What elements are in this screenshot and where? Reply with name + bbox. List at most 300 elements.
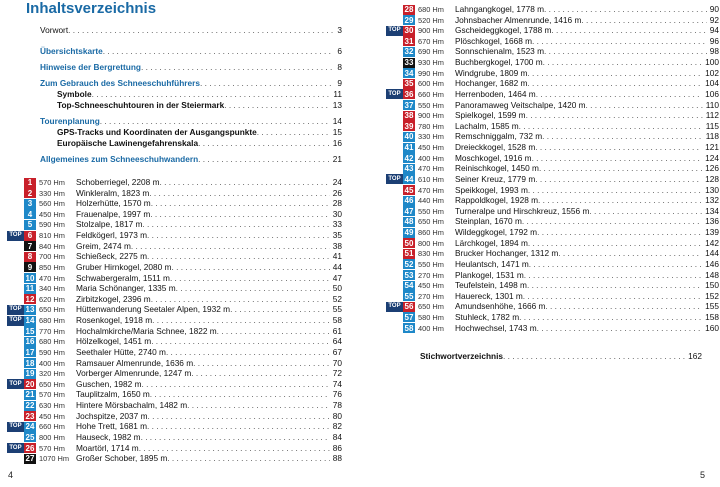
tour-page: 38 <box>332 240 342 251</box>
tour-number-badge: 56 <box>404 302 414 312</box>
tour-entry[interactable] <box>7 336 342 347</box>
top-badge <box>7 178 24 188</box>
tour-page: 47 <box>332 272 342 283</box>
leader-dots <box>526 110 703 121</box>
tour-name: Moschkogel, 1916 m <box>455 152 532 163</box>
tour-number-badge: 37 <box>404 100 414 110</box>
tour-entry[interactable] <box>386 195 719 206</box>
top-badge <box>7 220 24 230</box>
tour-entry[interactable] <box>386 57 719 68</box>
leader-dots <box>152 315 330 326</box>
tour-name: Rappoldkogel, 1928 m <box>455 195 539 206</box>
tour-entry[interactable] <box>7 304 342 315</box>
tour-number-badge: 30 <box>404 26 414 36</box>
leader-dots <box>217 326 330 337</box>
elevation-gain: 560 Hm <box>39 199 65 209</box>
toc-entry[interactable] <box>57 100 342 111</box>
tour-entry[interactable] <box>7 283 342 294</box>
tour-entry[interactable] <box>7 198 342 209</box>
top-badge: TOP <box>7 379 24 389</box>
tour-entry[interactable] <box>386 15 719 26</box>
leader-dots <box>545 301 702 312</box>
toc-label: Zum Gebrauch des Schneeschuhführers <box>40 78 200 88</box>
toc-page: 8 <box>337 62 342 72</box>
tour-number-badge: 4 <box>24 209 36 219</box>
tour-entry[interactable] <box>7 219 342 230</box>
tour-entry[interactable] <box>7 432 342 443</box>
tour-entry[interactable] <box>386 206 719 217</box>
toc-label: Vorwort <box>40 25 69 35</box>
leader-dots <box>147 421 330 432</box>
tour-entry[interactable] <box>7 273 342 284</box>
leader-dots <box>544 46 707 57</box>
top-badge <box>386 249 403 259</box>
tour-entry[interactable] <box>386 238 719 249</box>
tour-name: Dreieckkogel, 1528 m <box>455 142 536 153</box>
leader-dots <box>149 188 329 199</box>
elevation-gain: 590 Hm <box>39 220 65 230</box>
top-badge <box>386 164 403 174</box>
tour-entry[interactable] <box>7 241 342 252</box>
tour-number-badge: 25 <box>25 432 35 442</box>
elevation-gain: 400 Hm <box>418 323 444 333</box>
tour-number-badge: 12 <box>25 294 35 304</box>
tour-entry[interactable] <box>7 347 342 358</box>
tour-entry[interactable] <box>386 131 719 142</box>
tour-number-badge: 17 <box>25 347 35 357</box>
tour-entry[interactable] <box>7 209 342 220</box>
tour-entry[interactable] <box>386 4 719 15</box>
top-badge <box>7 454 24 464</box>
tour-number-badge: 50 <box>404 238 414 248</box>
tour-number-badge: 43 <box>404 164 414 174</box>
tour-entry[interactable] <box>386 142 719 153</box>
toc-entry[interactable] <box>57 89 342 100</box>
toc-entry[interactable] <box>40 25 342 36</box>
tour-number-badge: 15 <box>25 326 35 336</box>
leader-dots <box>100 116 330 127</box>
toc-page: 9 <box>337 78 342 88</box>
tour-entry[interactable] <box>7 368 342 379</box>
leader-dots <box>142 379 330 390</box>
elevation-gain: 470 Hm <box>418 164 444 174</box>
toc-page: 21 <box>332 154 342 164</box>
index-label: Stichwortverzeichnis <box>420 351 503 361</box>
top-badge <box>7 273 24 283</box>
elevation-gain: 550 Hm <box>418 259 444 269</box>
leader-dots <box>166 347 330 358</box>
tour-entry[interactable] <box>7 400 342 411</box>
tour-number-badge: 49 <box>404 228 414 238</box>
elevation-gain: 650 Hm <box>39 305 65 315</box>
elevation-gain: 570 Hm <box>39 443 65 453</box>
top-badge <box>386 68 403 78</box>
tour-number-badge: 58 <box>404 323 414 333</box>
tour-name: Hüttenwanderung Seetaler Alpen, 1932 m <box>76 304 231 315</box>
leader-dots <box>503 351 685 362</box>
elevation-gain: 470 Hm <box>39 273 65 283</box>
tour-entry[interactable] <box>7 421 342 432</box>
tour-number-badge: 5 <box>24 220 36 230</box>
tour-name: Vorberger Almenrunde, 1247 m <box>76 368 192 379</box>
leader-dots <box>139 443 330 454</box>
page-number-left: 4 <box>8 470 14 480</box>
top-badge <box>386 132 403 142</box>
leader-dots <box>171 262 329 273</box>
top-badge: TOP <box>7 443 24 453</box>
top-badge <box>386 228 403 238</box>
leader-dots <box>147 411 329 422</box>
elevation-gain: 610 Hm <box>418 174 444 184</box>
leader-dots <box>141 62 334 73</box>
tour-page: 84 <box>332 431 342 442</box>
tour-page: 134 <box>705 205 719 216</box>
tour-page: 121 <box>705 142 719 153</box>
tour-number-badge: 35 <box>404 79 414 89</box>
tour-name: Turneralpe und Hirschkreuz, 1556 m <box>455 205 590 216</box>
top-badge <box>386 100 403 110</box>
tour-page: 78 <box>332 400 342 411</box>
tour-entry[interactable] <box>386 100 719 111</box>
tour-number-badge: 24 <box>25 422 35 432</box>
tour-number-badge: 45 <box>404 185 414 195</box>
tour-name: Wildeggkogel, 1792 m <box>455 227 538 238</box>
tour-name: Buchbergkogel, 1700 m <box>455 57 543 68</box>
tour-page: 52 <box>332 293 342 304</box>
tour-page: 142 <box>705 237 719 248</box>
leader-dots <box>176 283 330 294</box>
tour-entry[interactable] <box>386 174 719 185</box>
tour-page: 24 <box>332 177 342 187</box>
leader-dots <box>257 127 330 138</box>
tour-name: Gruber Hirnkogel, 2080 m <box>76 261 172 272</box>
toc-entry[interactable] <box>40 116 342 127</box>
tour-name: Schwabergeralm, 1511 m <box>76 272 170 283</box>
tour-number-badge: 53 <box>404 270 414 280</box>
elevation-gain: 570 Hm <box>39 390 65 400</box>
tour-page: 152 <box>705 290 719 301</box>
tour-entry[interactable] <box>386 36 719 47</box>
tour-name: Lachalm, 1585 m <box>455 120 519 131</box>
tour-name: Windgrube, 1809 m <box>455 67 528 78</box>
tour-page: 130 <box>705 184 719 195</box>
leader-dots <box>224 100 330 111</box>
top-badge <box>7 337 24 347</box>
tour-number-badge: 54 <box>404 281 414 291</box>
elevation-gain: 850 Hm <box>39 262 65 272</box>
tour-entry[interactable] <box>7 188 342 199</box>
tour-number-badge: 44 <box>404 174 414 184</box>
elevation-gain: 650 Hm <box>418 302 444 312</box>
top-badge <box>386 5 403 15</box>
leader-dots <box>586 100 703 111</box>
elevation-gain: 990 Hm <box>418 68 444 78</box>
toc-entry[interactable] <box>40 46 342 57</box>
tour-entry[interactable] <box>386 163 719 174</box>
tour-entry[interactable] <box>386 291 719 302</box>
tour-page: 88 <box>332 453 342 464</box>
tour-page: 61 <box>332 325 342 336</box>
elevation-gain: 570 Hm <box>39 178 65 187</box>
top-badge: TOP <box>386 89 403 99</box>
tour-number-badge: 34 <box>404 68 414 78</box>
tour-entry[interactable] <box>7 379 342 390</box>
tour-entry[interactable] <box>386 78 719 89</box>
tour-page: 126 <box>705 163 719 174</box>
tour-name: Hauereck, 1301 m <box>455 290 523 301</box>
tour-entry[interactable] <box>7 251 342 262</box>
elevation-gain: 650 Hm <box>39 379 65 389</box>
tour-entry[interactable] <box>386 323 719 334</box>
tour-number-badge: 22 <box>25 401 35 411</box>
tour-name: Ramsauer Almenrunde, 1636 m <box>76 357 194 368</box>
tour-entry[interactable] <box>386 216 719 227</box>
elevation-gain: 770 Hm <box>39 326 65 336</box>
tour-page: 150 <box>705 280 719 291</box>
tour-name: Brucker Hochanger, 1312 m <box>455 248 559 259</box>
tour-page: 96 <box>709 35 719 46</box>
elevation-gain: 320 Hm <box>39 369 65 379</box>
top-badge <box>386 270 403 280</box>
tour-page: 158 <box>705 311 719 322</box>
tour-name: Schoberriegel, 2208 m <box>76 177 160 187</box>
tour-entry[interactable] <box>386 185 719 196</box>
tour-number-badge: 18 <box>25 358 35 368</box>
elevation-gain: 270 Hm <box>418 270 444 280</box>
tour-number-badge: 8 <box>24 252 36 262</box>
tour-number-badge: 32 <box>404 47 414 57</box>
tour-entry[interactable] <box>386 68 719 79</box>
tour-number-badge: 39 <box>404 121 414 131</box>
tour-name: Hauseck, 1982 m <box>76 431 141 442</box>
elevation-gain: 660 Hm <box>418 89 444 99</box>
tour-name: Rosenkogel, 1918 m <box>76 315 153 326</box>
leader-dots <box>523 291 702 302</box>
elevation-gain: 580 Hm <box>418 312 444 322</box>
tour-page: 106 <box>705 88 719 99</box>
elevation-gain: 680 Hm <box>418 5 444 14</box>
elevation-gain: 1070 Hm <box>39 454 69 464</box>
elevation-gain: 650 Hm <box>418 217 444 227</box>
tour-entry[interactable] <box>386 89 719 100</box>
top-badge <box>386 217 403 227</box>
tour-number-badge: 6 <box>24 231 36 241</box>
top-badge: TOP <box>7 231 24 241</box>
elevation-gain: 450 Hm <box>418 143 444 153</box>
elevation-gain: 620 Hm <box>39 294 65 304</box>
tour-number-badge: 51 <box>404 249 414 259</box>
tour-name: Heulantsch, 1471 m <box>455 258 529 269</box>
top-badge <box>7 252 24 262</box>
tour-entry[interactable] <box>386 248 719 259</box>
elevation-gain: 630 Hm <box>39 401 65 411</box>
top-badge <box>7 369 24 379</box>
tour-name: Feldkögerl, 1973 m <box>76 230 148 241</box>
tour-name: Seethaler Hütte, 2740 m <box>76 346 166 357</box>
index-entry[interactable] <box>420 351 702 362</box>
leader-dots <box>193 358 330 369</box>
tour-page: 144 <box>705 248 719 259</box>
tour-page: 136 <box>705 216 719 227</box>
tour-name: Winkleralm, 1823 m <box>76 187 150 198</box>
top-badge <box>7 294 24 304</box>
tour-name: Teufelstein, 1498 m <box>455 280 527 291</box>
tour-entry[interactable] <box>386 46 719 57</box>
elevation-gain: 520 Hm <box>418 15 444 25</box>
tour-page: 35 <box>332 230 342 241</box>
tour-name: Hochalmkirche/Maria Schnee, 1822 m <box>76 325 217 336</box>
elevation-gain: 330 Hm <box>39 188 65 198</box>
tour-entry[interactable] <box>386 259 719 270</box>
tour-page: 82 <box>332 421 342 432</box>
tour-entry[interactable] <box>386 270 719 281</box>
tour-name: Amundsenhöhe, 1666 m <box>455 301 546 312</box>
index-page: 162 <box>688 351 702 361</box>
tour-entry[interactable] <box>7 315 342 326</box>
leader-dots <box>528 185 702 196</box>
tour-entry[interactable] <box>7 389 342 400</box>
toc-entry[interactable] <box>40 78 342 89</box>
toc-entry[interactable] <box>40 154 342 165</box>
tour-number-badge: 55 <box>404 291 414 301</box>
top-badge <box>386 281 403 291</box>
top-badge: TOP <box>386 26 403 36</box>
elevation-gain: 830 Hm <box>418 249 444 259</box>
tour-number-badge: 9 <box>24 262 36 272</box>
toc-label: Hinweise der Bergrettung <box>40 62 141 72</box>
toc-label: Top-Schneeschuhtouren in der Steiermark <box>57 100 225 110</box>
tour-entry[interactable] <box>7 294 342 305</box>
toc-entry[interactable] <box>57 127 342 138</box>
tour-entry[interactable] <box>386 280 719 291</box>
tour-number-badge: 47 <box>404 206 414 216</box>
tour-number-badge: 40 <box>404 132 414 142</box>
tour-page: 64 <box>332 336 342 347</box>
top-badge <box>386 323 403 333</box>
elevation-gain: 670 Hm <box>418 36 444 46</box>
tour-page: 118 <box>705 131 719 142</box>
tour-name: Jochspitze, 2037 m <box>76 410 148 421</box>
top-badge <box>386 185 403 195</box>
page-title: Inhaltsverzeichnis <box>26 0 157 17</box>
elevation-gain: 450 Hm <box>39 411 65 421</box>
tour-entry[interactable] <box>7 326 342 337</box>
tour-entry[interactable] <box>7 177 342 188</box>
tour-entry[interactable] <box>7 443 342 454</box>
top-badge <box>386 47 403 57</box>
elevation-gain: 680 Hm <box>39 316 65 326</box>
tour-name: Moartörl, 1714 m <box>76 442 139 453</box>
tour-page: 124 <box>705 152 719 163</box>
toc-entry[interactable] <box>57 138 342 149</box>
tour-page: 76 <box>332 389 342 400</box>
tour-number-badge: 1 <box>24 178 36 188</box>
leader-dots <box>522 216 702 227</box>
tour-entry[interactable] <box>386 227 719 238</box>
tour-page: 30 <box>332 208 342 219</box>
leader-dots <box>542 131 703 142</box>
leader-dots <box>103 46 335 57</box>
tour-name: Sonnschienalm, 1523 m <box>455 46 545 57</box>
leader-dots <box>147 230 330 241</box>
toc-page: 13 <box>332 100 342 110</box>
tour-entry[interactable] <box>386 110 719 121</box>
tour-name: Frauenalpe, 1997 m <box>76 208 151 219</box>
elevation-gain: 400 Hm <box>39 358 65 368</box>
top-badge <box>7 326 24 336</box>
top-badge <box>7 284 24 294</box>
tour-entry[interactable] <box>386 25 719 36</box>
tour-name: Panoramaweg Veitschalpe, 1420 m <box>455 99 586 110</box>
leader-dots <box>539 163 702 174</box>
leader-dots <box>536 89 702 100</box>
tour-entry[interactable] <box>7 411 342 422</box>
top-badge <box>386 206 403 216</box>
tour-page: 104 <box>705 78 719 89</box>
tour-name: Seiner Kreuz, 1779 m <box>455 173 536 184</box>
toc-label: Europäische Lawinengefahrenskala <box>57 138 199 148</box>
tour-entry[interactable] <box>7 358 342 369</box>
tour-page: 160 <box>705 322 719 333</box>
elevation-gain: 900 Hm <box>418 111 444 121</box>
tour-name: Tauplitzalm, 1650 m <box>76 389 150 400</box>
tour-entry[interactable] <box>7 230 342 241</box>
tour-number-badge: 11 <box>25 284 35 294</box>
tour-entry[interactable] <box>7 262 342 273</box>
tour-name: Schießeck, 2275 m <box>76 251 148 262</box>
leader-dots <box>529 259 702 270</box>
top-badge: TOP <box>7 316 24 326</box>
tour-name: Plankogel, 1531 m <box>455 269 524 280</box>
tour-name: Stolzalpe, 1817 m <box>76 219 143 230</box>
tour-entry[interactable] <box>386 312 719 323</box>
tour-number-badge: 48 <box>404 217 414 227</box>
tour-page: 80 <box>332 410 342 421</box>
toc-entry[interactable] <box>40 62 342 73</box>
tour-page: 74 <box>332 378 342 389</box>
leader-dots <box>544 4 707 15</box>
leader-dots <box>230 304 330 315</box>
tour-number-badge: 57 <box>404 312 414 322</box>
toc-page: 3 <box>337 25 342 35</box>
top-badge <box>386 36 403 46</box>
tour-page: 115 <box>705 120 719 131</box>
elevation-gain: 680 Hm <box>39 337 65 347</box>
tour-entry[interactable] <box>386 301 719 312</box>
elevation-gain: 590 Hm <box>39 347 65 357</box>
leader-dots <box>150 389 330 400</box>
leader-dots <box>147 251 330 262</box>
tour-entry[interactable] <box>386 121 719 132</box>
tour-number-badge: 21 <box>25 390 35 400</box>
tour-page: 110 <box>705 99 719 110</box>
top-badge <box>386 238 403 248</box>
tour-name: Lärchkogel, 1894 m <box>455 237 528 248</box>
top-badge <box>7 262 24 272</box>
tour-page: 155 <box>705 301 719 312</box>
tour-name: Hochwechsel, 1743 m <box>455 322 537 333</box>
tour-entry[interactable] <box>386 153 719 164</box>
tour-entry[interactable] <box>7 453 342 464</box>
toc-label: GPS-Tracks und Koordinaten der Ausgangspunkte <box>57 127 257 137</box>
top-badge <box>386 312 403 322</box>
tour-name: Lahngangkogel, 1778 m <box>455 4 545 14</box>
page-number-right: 5 <box>700 470 706 480</box>
leader-dots <box>187 400 330 411</box>
tour-page: 148 <box>705 269 719 280</box>
tour-name: Steinplan, 1670 m <box>455 216 522 227</box>
leader-dots <box>532 36 707 47</box>
